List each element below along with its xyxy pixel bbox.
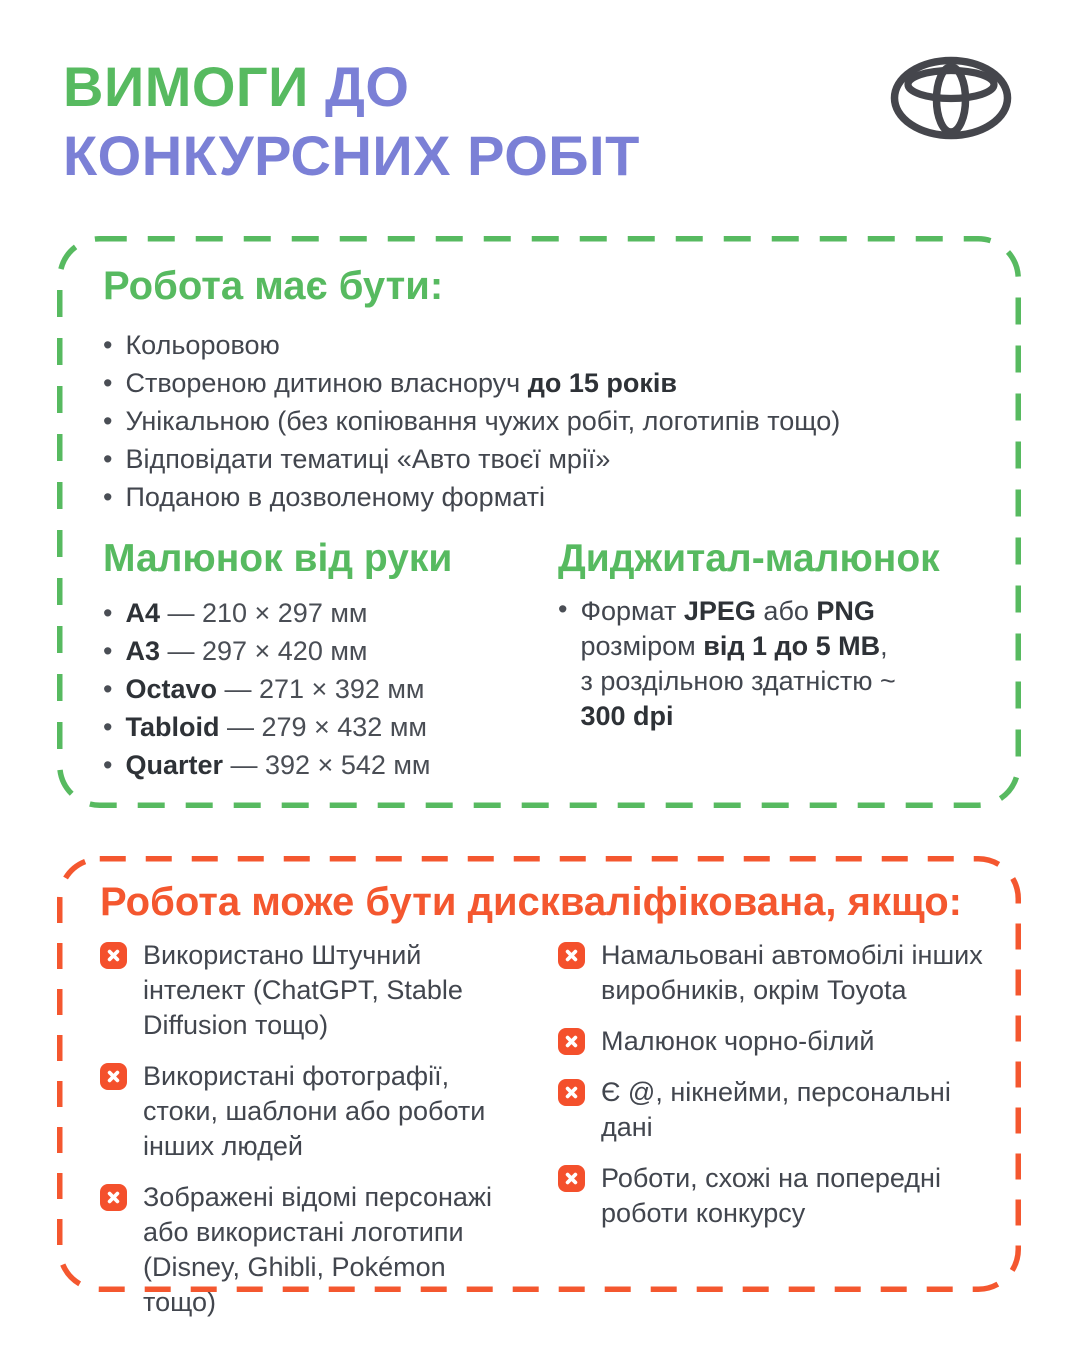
item-text: Намальовані автомобілі інших виробників, окрім Toyota	[601, 940, 983, 1005]
disqualified-item	[100, 938, 558, 1043]
text-segment: JPEG	[683, 596, 756, 626]
text-segment: Унікальною (без копіювання чужих робіт, логотипів тощо)	[125, 406, 841, 436]
x-icon	[558, 1165, 585, 1192]
text-segment: PNG	[816, 596, 875, 626]
x-icon	[100, 1063, 127, 1090]
item-text: Використано Штучний інтелект (ChatGPT, Stable Diffusion тощо)	[143, 940, 463, 1040]
format-dims: — 392 × 542 мм	[223, 750, 431, 780]
format-name: Octavo	[125, 674, 217, 704]
text-line	[580, 594, 895, 629]
disqualified-item	[558, 938, 983, 1008]
format-item	[103, 632, 558, 670]
hand-drawn-column	[103, 536, 558, 784]
hand-drawn-list	[103, 594, 558, 784]
disqualification-section	[57, 856, 1021, 1317]
bullet-icon: •	[103, 330, 113, 360]
must-be-item	[103, 478, 985, 516]
bullet-icon: •	[103, 482, 113, 512]
format-name: Quarter	[125, 750, 223, 780]
format-name: A3	[125, 636, 160, 666]
format-item	[103, 670, 558, 708]
x-icon	[558, 1028, 585, 1055]
item-text	[125, 326, 279, 364]
title-line-2: КОНКУРСНИХ РОБІТ	[63, 124, 640, 187]
item-text: Малюнок чорно-білий	[601, 1026, 875, 1056]
bullet-icon: •	[103, 712, 113, 742]
item-text: Є @, нікнейми, персональні дані	[601, 1077, 951, 1142]
item-text	[125, 708, 427, 746]
text-line	[580, 664, 895, 699]
x-icon	[100, 942, 127, 969]
format-dims: — 271 × 392 мм	[217, 674, 425, 704]
x-icon	[558, 942, 585, 969]
must-be-item	[103, 364, 985, 402]
item-text	[125, 746, 430, 784]
must-be-heading: Робота має бути:	[103, 264, 444, 308]
disqualified-item	[100, 1180, 558, 1320]
format-item	[103, 746, 558, 784]
text-line	[580, 629, 895, 664]
text-segment: з роздільною здатністю ~	[580, 666, 896, 696]
text-segment: ,	[880, 631, 888, 661]
bullet-icon: •	[103, 750, 113, 780]
digital-column	[558, 536, 985, 784]
text-segment: Створеною дитиною власноруч	[125, 368, 528, 398]
item-text	[125, 440, 610, 478]
bullet-icon: •	[103, 598, 113, 628]
disqualified-columns	[100, 938, 985, 1320]
format-dims: — 279 × 432 мм	[219, 712, 427, 742]
title-line-1	[63, 52, 640, 121]
item-text: Використані фотографії, стоки, шаблони або роботи інших людей	[143, 1061, 486, 1161]
bullet-icon: •	[103, 368, 113, 398]
digital-item	[558, 594, 985, 734]
x-icon	[100, 1184, 127, 1211]
text-segment: Відповідати тематиці «Авто твоєї мрії»	[125, 444, 611, 474]
item-text	[580, 594, 895, 734]
disqualified-item	[558, 1161, 983, 1231]
disqualified-item	[100, 1059, 558, 1164]
text-segment: до 15 років	[527, 368, 678, 398]
item-text	[125, 670, 424, 708]
format-name: Tabloid	[125, 712, 220, 742]
text-segment: Кольоровою	[125, 330, 280, 360]
item-text: Зображені відомі персонажі або використані логотипи (Disney, Ghibli, Pokémon тощо)	[143, 1182, 492, 1317]
item-text	[125, 478, 545, 516]
disqualified-item	[558, 1075, 983, 1145]
bullet-icon: •	[103, 636, 113, 666]
format-name: A4	[125, 598, 160, 628]
x-icon	[558, 1079, 585, 1106]
text-segment: або	[755, 596, 817, 626]
hand-drawn-heading: Малюнок від руки	[103, 537, 453, 580]
item-text: Роботи, схожі на попередні роботи конкурсу	[601, 1163, 941, 1228]
must-be-item	[103, 402, 985, 440]
item-text	[125, 364, 677, 402]
bullet-icon: •	[558, 594, 568, 624]
text-segment: Формат	[580, 596, 684, 626]
toyota-logo-icon	[890, 56, 1012, 142]
digital-list	[558, 594, 985, 734]
disqualified-item	[558, 1024, 983, 1059]
title-word-green: ВИМОГИ	[63, 55, 309, 118]
must-be-item	[103, 326, 985, 364]
must-be-item	[103, 440, 985, 478]
format-item	[103, 708, 558, 746]
item-text	[125, 594, 367, 632]
format-dims: — 210 × 297 мм	[159, 598, 368, 628]
disqualified-column-left	[100, 938, 558, 1320]
digital-heading: Диджитал-малюнок	[558, 537, 940, 580]
format-dims: — 297 × 420 мм	[159, 636, 368, 666]
item-text	[125, 402, 840, 440]
text-segment: Поданою в дозволеному форматі	[125, 482, 546, 512]
title-word-purple: ДО	[324, 55, 410, 118]
disqualified-heading: Робота може бути дискваліфікована, якщо:	[100, 880, 962, 924]
text-segment: 300 dpi	[580, 701, 674, 731]
text-segment: розміром	[580, 631, 704, 661]
bullet-icon: •	[103, 674, 113, 704]
page-title	[63, 52, 640, 190]
bullet-icon: •	[103, 406, 113, 436]
format-item	[103, 594, 558, 632]
bullet-icon: •	[103, 444, 113, 474]
disqualified-column-right	[558, 938, 983, 1320]
text-segment: від 1 до 5 MB	[703, 631, 881, 661]
item-text	[125, 632, 367, 670]
format-columns	[103, 536, 985, 784]
must-be-list	[103, 326, 985, 516]
requirements-section	[57, 236, 1021, 808]
text-line	[580, 699, 895, 734]
